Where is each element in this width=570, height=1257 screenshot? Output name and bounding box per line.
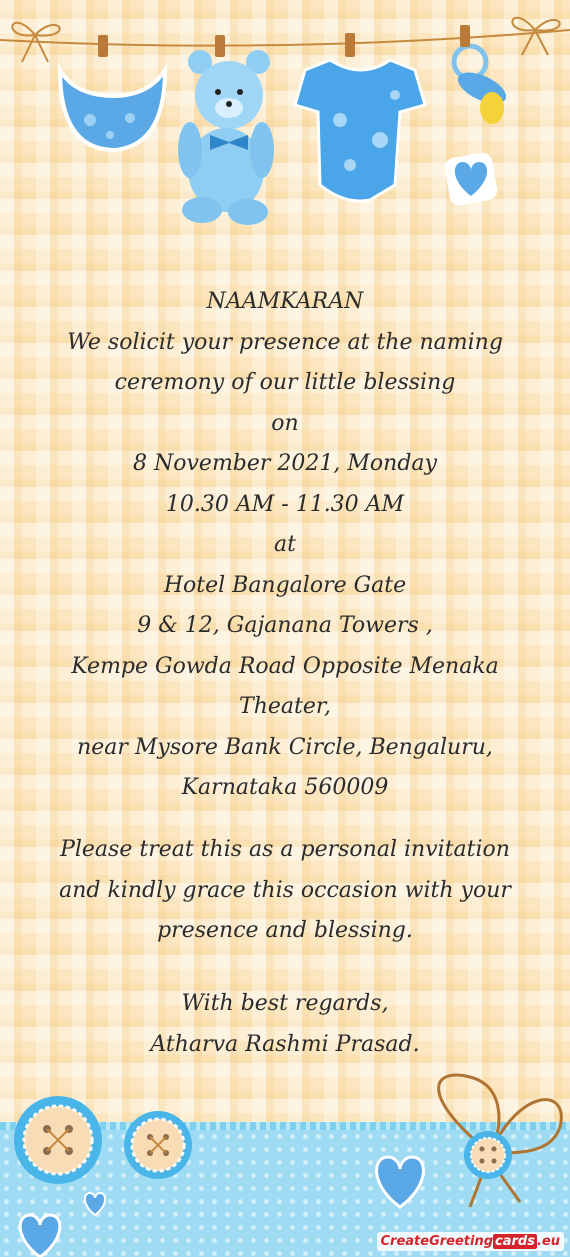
button-icon — [124, 1111, 192, 1179]
venue-address-line: Kempe Gowda Road Opposite Menaka — [71, 653, 499, 679]
invitation-line: on — [271, 410, 299, 436]
onesie-icon — [295, 33, 425, 201]
message-line: and kindly grace this occasion with your — [59, 877, 511, 903]
clothesline-decoration — [0, 0, 570, 250]
venue-address-line: near Mysore Bank Circle, Bengaluru, — [77, 734, 493, 760]
invitation-message — [20, 830, 550, 952]
message-line: presence and blessing. — [157, 918, 413, 943]
event-date: 8 November 2021, Monday — [133, 451, 437, 476]
closing-text: With best regards, — [181, 991, 389, 1016]
watermark-left: CreateGreeting — [380, 1234, 494, 1249]
venue-name: Hotel Bangalore Gate — [163, 572, 407, 598]
button-icon — [14, 1096, 102, 1184]
createcards-watermark[interactable] — [377, 1232, 564, 1251]
button-with-bow-icon — [439, 1075, 562, 1207]
heart-icon — [377, 1157, 424, 1207]
heart-icon — [443, 151, 499, 207]
invitation-line: ceremony of our little blessing — [114, 370, 456, 395]
watermark-right: .eu — [536, 1234, 560, 1249]
pacifier-icon — [453, 25, 510, 124]
invitation-details — [20, 282, 550, 809]
bottom-decoration — [0, 1057, 570, 1257]
invitation-title: NAAMKARAN — [206, 289, 364, 314]
heart-icon — [20, 1215, 60, 1257]
venue-address-line: Karnataka 560009 — [181, 775, 389, 800]
event-time: 10.30 AM - 11.30 AM — [165, 491, 405, 517]
invitation-closing — [20, 984, 550, 1065]
invitation-line: at — [274, 532, 296, 557]
bib-icon — [60, 35, 165, 150]
venue-address-line: 9 & 12, Gajanana Towers , — [137, 613, 433, 638]
invitation-line: We solicit your presence at the naming — [67, 329, 503, 355]
bow-icon — [512, 18, 559, 55]
message-line: Please treat this as a personal invitation — [60, 837, 510, 862]
heart-icon — [85, 1193, 105, 1215]
signature: Atharva Rashmi Prasad. — [150, 1031, 420, 1057]
venue-address-line: Theater, — [239, 694, 331, 719]
teddy-bear-icon — [178, 35, 274, 225]
watermark-middle: cards — [495, 1234, 535, 1249]
